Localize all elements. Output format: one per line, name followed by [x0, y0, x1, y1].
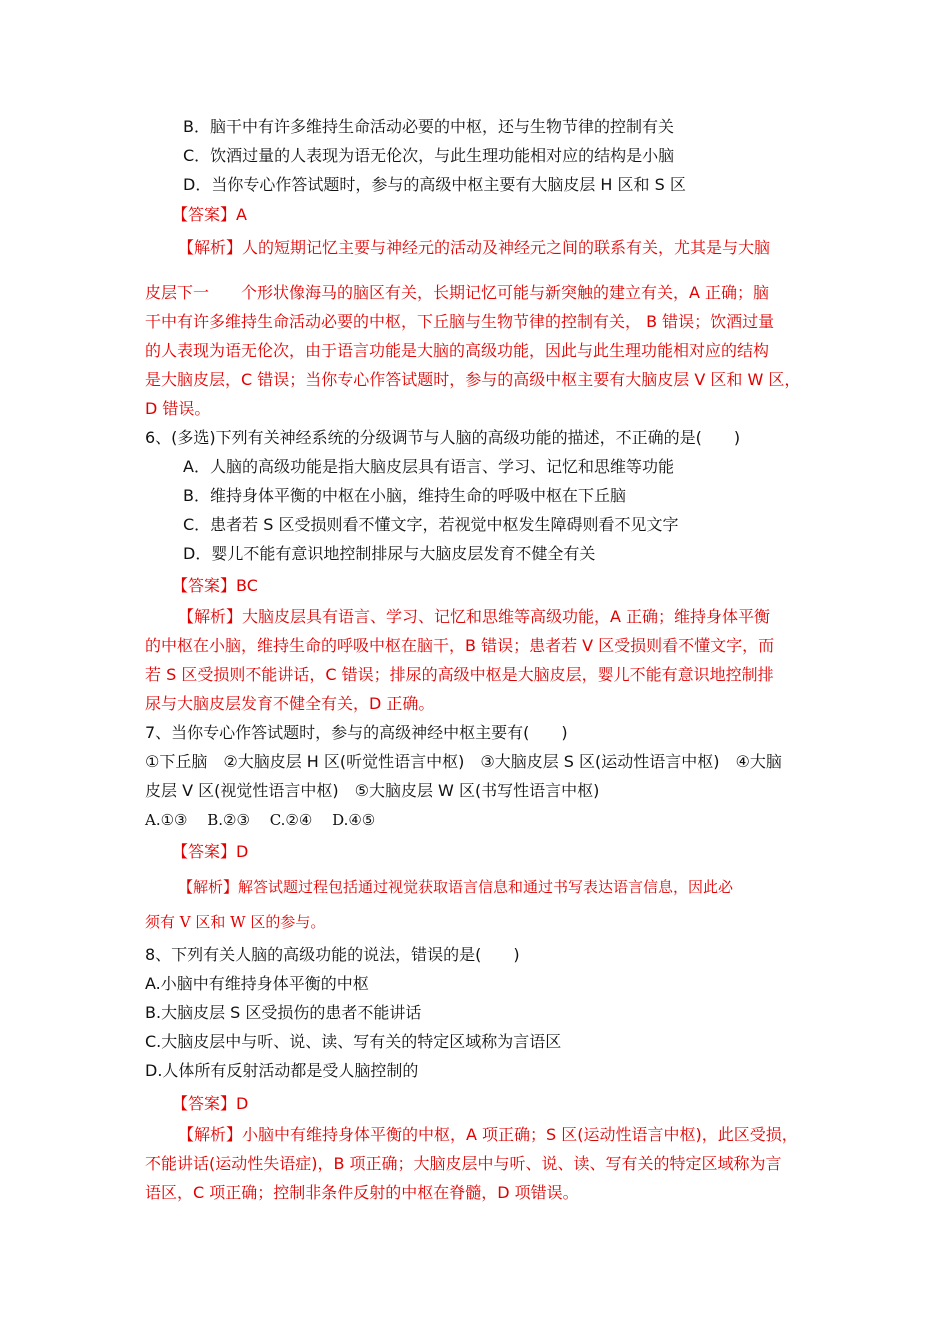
q8-answer: 【答案】D: [172, 1094, 249, 1113]
q8-option-d: D.人体所有反射活动都是受人脑控制的: [145, 1061, 419, 1080]
q8-option-b: B.大脑皮层 S 区受损伤的患者不能讲话: [145, 1003, 422, 1022]
q6-option-d: D．婴儿不能有意识地控制排尿与大脑皮层发育不健全有关: [183, 544, 596, 563]
q6-answer: 【答案】BC: [172, 576, 258, 595]
q6-stem: 6、(多选)下列有关神经系统的分级调节与人脑的高级功能的描述，不正确的是( ): [145, 428, 741, 447]
q8-explanation-line: 不能讲话(运动性失语症)，B 项正确；大脑皮层中与听、说、读、写有关的特定区域称为言: [145, 1154, 782, 1173]
q6-option-b: B．维持身体平衡的中枢在小脑，维持生命的呼吸中枢在下丘脑: [183, 486, 626, 505]
q5-explanation-line: 是大脑皮层，C 错误；当你专心作答试题时，参与的高级中枢主要有大脑皮层 V 区和 W 区，: [145, 370, 801, 389]
q5-answer: 【答案】A: [172, 205, 247, 224]
q8-explanation-line: 语区，C 项正确；控制非条件反射的中枢在脊髓，D 项错误。: [145, 1183, 579, 1202]
q8-explanation-line: 【解析】小脑中有维持身体平衡的中枢，A 项正确；S 区(运动性语言中枢)，此区受损，: [178, 1125, 798, 1144]
q7-explanation-line: 须有 V 区和 W 区的参与。: [145, 913, 326, 931]
q5-explanation-line: D 错误。: [145, 399, 211, 418]
q5-explanation-line: 的人表现为语无伦次，由于语言功能是大脑的高级功能，因此与此生理功能相对应的结构: [145, 341, 770, 360]
q5-option-b: B．脑干中有许多维持生命活动必要的中枢，还与生物节律的控制有关: [183, 117, 674, 136]
q5-explanation-line: 皮层下一 个形状像海马的脑区有关，长期记忆可能与新突触的建立有关，A 正确；脑: [145, 283, 770, 302]
q8-option-c: C.大脑皮层中与听、说、读、写有关的特定区域称为言语区: [145, 1032, 562, 1051]
q6-explanation-line: 尿与大脑皮层发育不健全有关，D 正确。: [145, 694, 435, 713]
q5-option-c: C．饮酒过量的人表现为语无伦次，与此生理功能相对应的结构是小脑: [183, 146, 675, 165]
q5-explanation-line: 【解析】人的短期记忆主要与神经元的活动及神经元之间的联系有关，尤其是与大脑: [178, 238, 771, 257]
q7-answer: 【答案】D: [172, 842, 249, 861]
q7-explanation-line: 【解析】解答试题过程包括通过视觉获取语言信息和通过书写表达语言信息，因此必: [178, 878, 734, 896]
q7-items-line: ①下丘脑 ②大脑皮层 H 区(听觉性语言中枢) ③大脑皮层 S 区(运动性语言中枢) ④大脑: [145, 752, 782, 771]
q7-items-line: 皮层 V 区(视觉性语言中枢) ⑤大脑皮层 W 区(书写性语言中枢): [145, 781, 600, 800]
q7-choices: A.①③ B.②③ C.②④ D.④⑤: [145, 811, 376, 829]
q5-option-d: D．当你专心作答试题时，参与的高级中枢主要有大脑皮层 H 区和 S 区: [183, 175, 686, 194]
q5-explanation-line: 干中有许多维持生命活动必要的中枢，下丘脑与生物节律的控制有关， B 错误；饮酒过量: [145, 312, 775, 331]
q8-option-a: A.小脑中有维持身体平衡的中枢: [145, 974, 369, 993]
q7-stem: 7、当你专心作答试题时，参与的高级神经中枢主要有( ): [145, 723, 568, 742]
q6-explanation-line: 若 S 区受损则不能讲话，C 错误；排尿的高级中枢是大脑皮层，婴儿不能有意识地控制排: [145, 665, 774, 684]
q6-option-a: A．人脑的高级功能是指大脑皮层具有语言、学习、记忆和思维等功能: [183, 457, 674, 476]
q6-explanation-line: 【解析】大脑皮层具有语言、学习、记忆和思维等高级功能，A 正确；维持身体平衡: [178, 607, 771, 626]
q6-explanation-line: 的中枢在小脑，维持生命的呼吸中枢在脑干，B 错误；患者若 V 区受损则看不懂文字，而: [145, 636, 775, 655]
q6-option-c: C．患者若 S 区受损则看不懂文字，若视觉中枢发生障碍则看不见文字: [183, 515, 679, 534]
q8-stem: 8、下列有关人脑的高级功能的说法，错误的是( ): [145, 945, 520, 964]
